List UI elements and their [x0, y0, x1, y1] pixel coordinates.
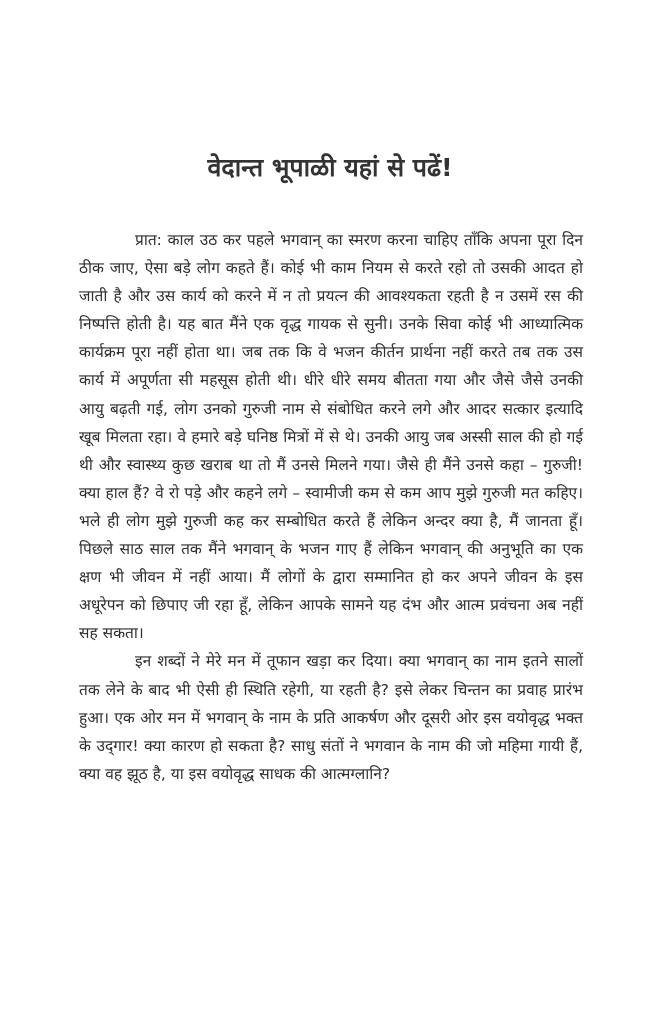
body-text — [79, 226, 583, 788]
paragraph-2: इन शब्दों ने मेरे मन में तूफान खड़ा कर दिया। क्या भगवान् का नाम इतने सालों तक लेने के बाद भी ऐसी ही स्थिति रहेगी, या रहती है? इसे लेकर चिन्तन का प्रवाह प्रारंभ हुआ। एक ओर मन में भगवान् के नाम के प्रति आकर्षण और दूसरी ओर इस वयोवृद्ध भक्त के उद्‌गार! क्या कारण हो सकता है? साधु संतों ने भगवान के नाम की जो महिमा गायी हैं, क्या वह झूठ है, या इस वयोवृद्ध साधक की आत्मग्लानि? — [79, 652, 583, 783]
chapter-title: वेदान्त भूपाळी यहां से पढें! — [207, 153, 453, 182]
paragraph-1: प्रात: काल उठ कर पहले भगवान् का स्मरण करना चाहिए ताँकि अपना पूरा दिन ठीक जाए, ऐसा बड़े लोग कहते हैं। कोई भी काम नियम से करते रहो तो उसकी आदत हो जाती है और उस कार्य को करने में न तो प्रयत्न की आवश्यकता रहती है न उसमें रस की निष्पत्ति होती है। यह बात मैंने एक वृद्ध गायक से सुनी। उनके सिवा कोई भी आध्यात्मिक कार्यक्रम पूरा नहीं होता था। जब तक कि वे भजन कीर्तन प्रार्थना नहीं करते तब तक उस कार्य में अपूर्णता सी महसूस होती थी। धीरे धीरे समय बीतता गया और जैसे जैसे उनकी आयु बढ़ती गई, लोग उनको गुरुजी नाम से संबोधित करने लगे और आदर सत्कार इत्यादि खूब मिलता रहा। वे हमारे बड़े घनिष्ठ मित्रों में से थे। उनकी आयु जब अस्सी साल की हो गई थी और स्वास्थ्य कुछ खराब था तो मैं उनसे मिलने गया। जैसे ही मैंने उनसे कहा – गुरुजी! क्या हाल हैं? वे रो पड़े और कहने लगे – स्वामीजी कम से कम आप मुझे गुरुजी मत कहिए। भले ही लोग मुझे गुरुजी कह कर सम्बोधित करते हैं लेकिन अन्दर क्या है, मैं जानता हूँ। पिछले साठ साल तक मैंने भगवान् के भजन गाए हैं लेकिन भगवान् की अनुभूति का एक क्षण भी जीवन में नहीं आया। मैं लोगों के द्वारा सम्मानित हो कर अपने जीवन के इस अधूरेपन को छिपाए जी रहा हूँ, लेकिन आपके सामने यह दंभ और आत्म प्रवंचना अब नहीं सह सकता। — [79, 231, 583, 643]
